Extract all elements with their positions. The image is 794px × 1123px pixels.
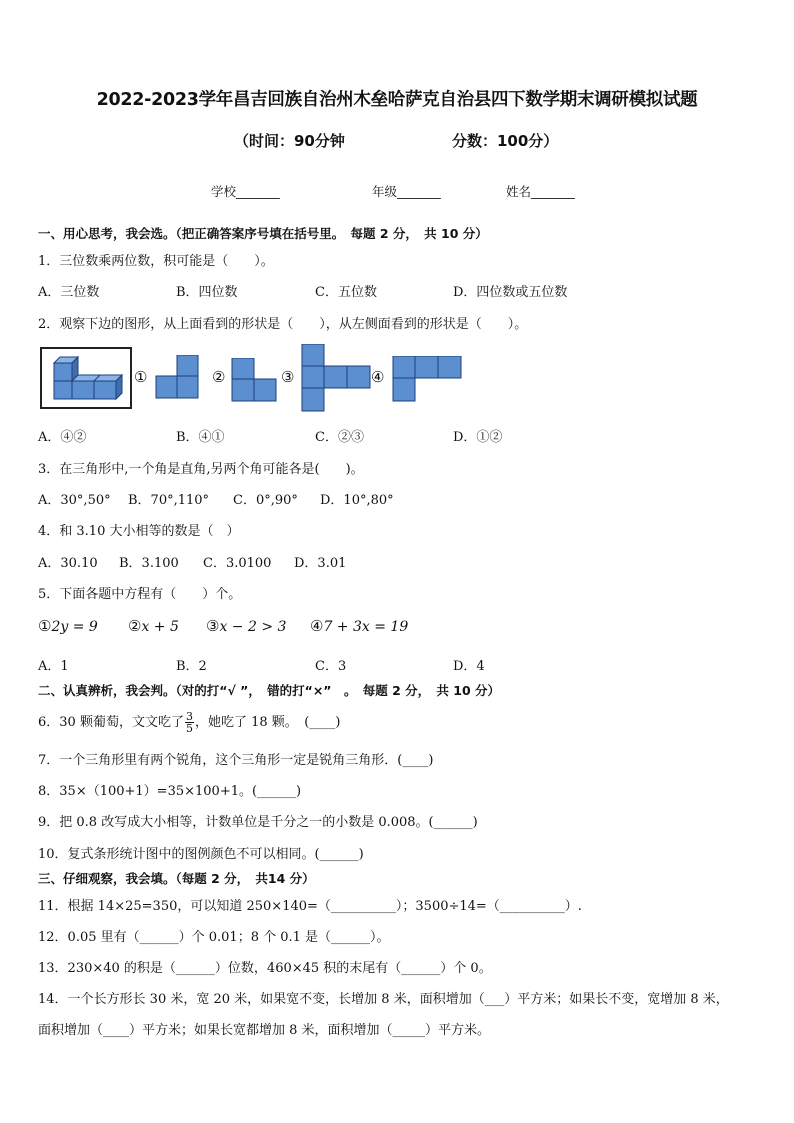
question-8: 8．35×（100+1）=35×100+1。(______) [38,784,302,799]
question-12: 12．0.05 里有（______）个 0.01；8 个 0.1 是（______）。 [38,930,390,945]
q1-option-b[interactable]: B．四位数 [176,285,238,300]
q3-option-b[interactable]: B．70°,110° [128,493,210,508]
view-label-3: ③ [281,368,295,386]
q5-equation-1: ①2y = 9 [38,617,98,635]
view-label-2: ② [212,368,226,386]
q5-equation-2: ②x + 5 [128,617,179,635]
q5-option-d[interactable]: D．4 [453,659,485,674]
school-field[interactable]: 学校_______ [211,184,280,199]
view-shape-1 [155,355,199,399]
exam-score: 分数：100分） [452,132,559,150]
question-7: 7．一个三角形里有两个锐角，这个三角形一定是锐角三角形．(____) [38,753,434,768]
question-11: 11．根据 14×25=350，可以知道 250×140=（__________）；3500÷14=（__________）. [38,899,582,914]
view-shape-2 [231,358,277,402]
q3-option-a[interactable]: A．30°,50° [38,493,111,508]
grade-field[interactable]: 年级_______ [372,184,441,199]
section-2-heading: 二、认真辨析，我会判。（对的打“√ ”， 错的打“×” 。 每题 2 分， 共 10 分） [38,683,501,698]
q1-option-c[interactable]: C．五位数 [315,285,377,300]
question-10: 10．复式条形统计图中的图例颜色不可以相同。(______) [38,847,364,862]
q3-option-d[interactable]: D．10°,80° [320,493,394,508]
cube-stack-figure [40,347,132,409]
q5-option-c[interactable]: C．3 [315,659,347,674]
name-field[interactable]: 姓名_______ [506,184,575,199]
q3-option-c[interactable]: C．0°,90° [233,493,298,508]
view-label-1: ① [134,368,148,386]
q1-option-a[interactable]: A．三位数 [38,285,100,300]
q5-equation-4: ④7 + 3x = 19 [310,617,409,635]
q2-option-b[interactable]: B．④① [176,430,225,445]
q4-option-b[interactable]: B．3.100 [119,556,179,571]
question-13: 13．230×40 的积是（______）位数，460×45 积的末尾有（______）个 0。 [38,961,492,976]
fraction-three-fifths: $\frac{3}{5}$ [185,710,193,735]
question-4: 4．和 3.10 大小相等的数是（ ） [38,524,240,539]
question-5: 5．下面各题中方程有（ ）个。 [38,587,242,602]
view-shape-3 [301,344,371,412]
q2-option-c[interactable]: C．②③ [315,430,364,445]
question-3: 3．在三角形中,一个角是直角,另两个角可能各是( )。 [38,462,364,477]
question-14-line-1: 14．一个长方形长 30 米，宽 20 米，如果宽不变，长增加 8 米，面积增加（___）平方米；如果长不变，宽增加 8 米， [38,992,729,1007]
question-14-line-2: 面积增加（____）平方米；如果长宽都增加 8 米，面积增加（_____）平方米。 [38,1023,491,1038]
q1-option-d[interactable]: D．四位数或五位数 [453,285,568,300]
view-shape-4 [392,356,462,402]
q4-option-d[interactable]: D．3.01 [294,556,347,571]
question-1: 1．三位数乘两位数，积可能是（ ）。 [38,254,274,269]
q4-option-a[interactable]: A．30.10 [38,556,98,571]
question-2: 2．观察下边的图形，从上面看到的形状是（ ），从左侧面看到的形状是（ ）。 [38,317,528,332]
page-title: 2022-2023学年昌吉回族自治州木垒哈萨克自治县四下数学期末调研模拟试题 [96,90,698,110]
section-1-heading: 一、用心思考，我会选。（把正确答案序号填在括号里。 每题 2 分， 共 10 分） [38,226,488,241]
exam-time: （时间：90分钟 [234,132,345,150]
q5-option-b[interactable]: B．2 [176,659,207,674]
section-3-heading: 三、仔细观察，我会填。（每题 2 分， 共14 分） [38,871,315,886]
view-label-4: ④ [371,368,385,386]
q5-equation-3: ③x − 2 > 3 [206,617,287,635]
question-6: 6．30 颗葡萄，文文吃了 $\frac{3}{5}$ ，她吃了 18 颗。 (____) [38,710,341,735]
cube-stack-drawing [42,349,130,407]
q5-option-a[interactable]: A．1 [38,659,69,674]
question-9: 9．把 0.8 改写成大小相等，计数单位是千分之一的小数是 0.008。(______) [38,815,478,830]
q4-option-c[interactable]: C．3.0100 [203,556,272,571]
q2-option-a[interactable]: A．④② [38,430,87,445]
q2-option-d[interactable]: D．①② [453,430,503,445]
